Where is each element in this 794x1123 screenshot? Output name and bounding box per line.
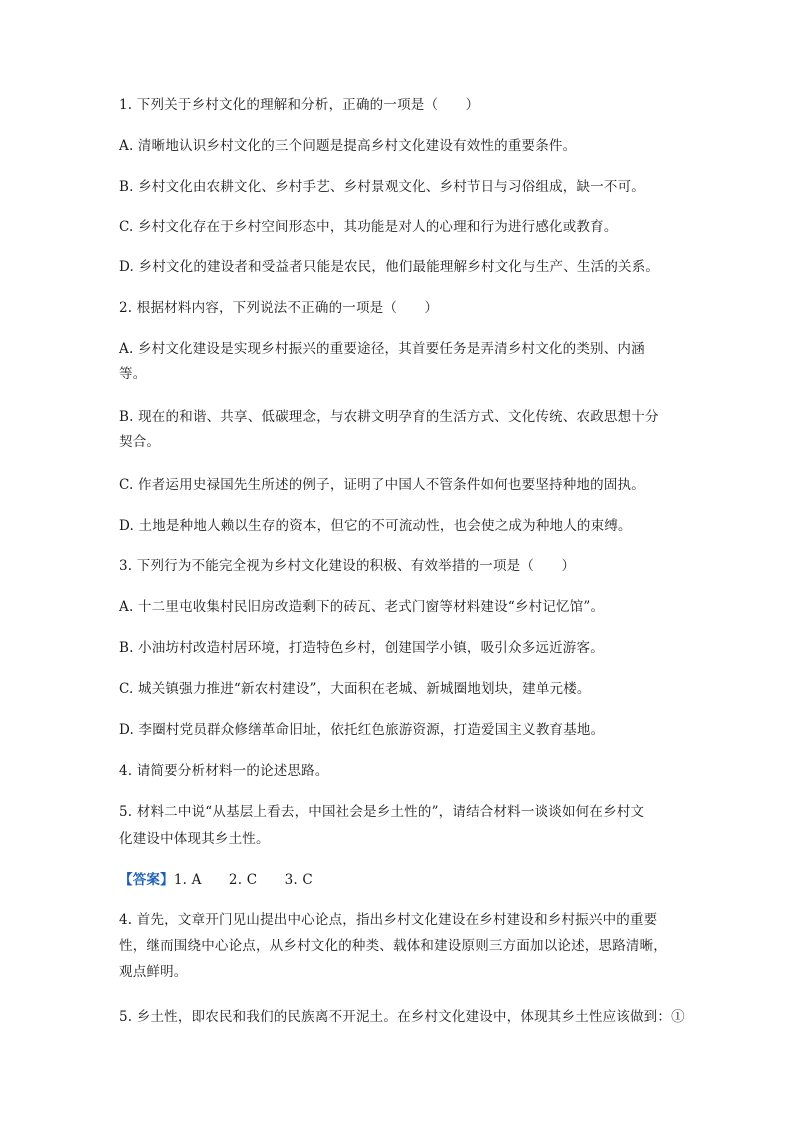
answer-5-line1: 5. 乡土性，即农民和我们的民族离不开泥土。在乡村文化建设中，体现其乡土性应该做到：①	[119, 1009, 685, 1025]
question-3-option-b: B. 小油坊村改造村居环境，打造特色乡村，创建国学小镇，吸引众多远近游客。	[119, 640, 604, 656]
question-3-option-a: A. 十二里屯收集村民旧房改造剩下的砖瓦、老式门窗等材料建设“乡村记忆馆”。	[119, 599, 605, 615]
question-5-stem-line2: 化建设中体现其乡土性。	[119, 831, 270, 847]
question-1-option-a: A. 清晰地认识乡村文化的三个问题是提高乡村文化建设有效性的重要条件。	[119, 138, 577, 154]
question-2-option-c: C. 作者运用史禄国先生所述的例子，证明了中国人不管条件如何也要坚持种地的固执。	[119, 477, 645, 493]
question-3-option-d: D. 李圈村党员群众修缮革命旧址，依托红色旅游资源，打造爱国主义教育基地。	[119, 722, 605, 738]
question-3-stem: 3. 下列行为不能完全视为乡村文化建设的积极、有效举措的一项是（ ）	[119, 558, 576, 574]
question-1-option-c: C. 乡村文化存在于乡村空间形态中，其功能是对人的心理和行为进行感化或教育。	[119, 219, 618, 235]
question-2-option-a-line1: A. 乡村文化建设是实现乡村振兴的重要途径，其首要任务是弄清乡村文化的类别、内涵	[119, 341, 645, 357]
answer-4-line1: 4. 首先，文章开门见山提出中心论点，指出乡村文化建设在乡村建设和乡村振兴中的重要	[119, 912, 658, 928]
question-4-stem: 4. 请简要分析材料一的论述思路。	[119, 763, 329, 779]
question-2-option-a-line2: 等。	[119, 366, 147, 382]
question-5-stem-line1: 5. 材料二中说“从基层上看去，中国社会是乡土性的”，请结合材料一谈谈如何在乡村文	[119, 804, 645, 820]
question-1-option-d: D. 乡村文化的建设者和受益者只能是农民，他们最能理解乡村文化与生产、生活的关系。	[119, 259, 660, 275]
answer-choices: 1. A 2. C 3. C	[173, 872, 313, 888]
answer-tag: 【答案】	[119, 872, 174, 888]
question-2-stem: 2. 根据材料内容，下列说法不正确的一项是（ ）	[119, 300, 439, 316]
question-3-option-c: C. 城关镇强力推进“新农村建设”，大面积在老城、新城圈地划块，建单元楼。	[119, 681, 591, 697]
question-1-stem: 1. 下列关于乡村文化的理解和分析，正确的一项是（ ）	[119, 97, 480, 113]
question-2-option-b-line2: 契合。	[119, 434, 161, 450]
question-2-option-b-line1: B. 现在的和谐、共享、低碳理念，与农耕文明孕育的生活方式、文化传统、农政思想十分	[119, 409, 659, 425]
question-2-option-d: D. 土地是种地人赖以生存的资本，但它的不可流动性，也会使之成为种地人的束缚。	[119, 518, 632, 534]
answer-choices-row	[119, 869, 685, 891]
answer-4-line2: 性，继而围绕中心论点，从乡村文化的种类、载体和建设原则三方面加以论述，思路清晰，	[119, 938, 667, 954]
answer-4-line3: 观点鲜明。	[119, 964, 188, 980]
question-1-option-b: B. 乡村文化由农耕文化、乡村手艺、乡村景观文化、乡村节日与习俗组成，缺一不可。	[119, 179, 646, 195]
